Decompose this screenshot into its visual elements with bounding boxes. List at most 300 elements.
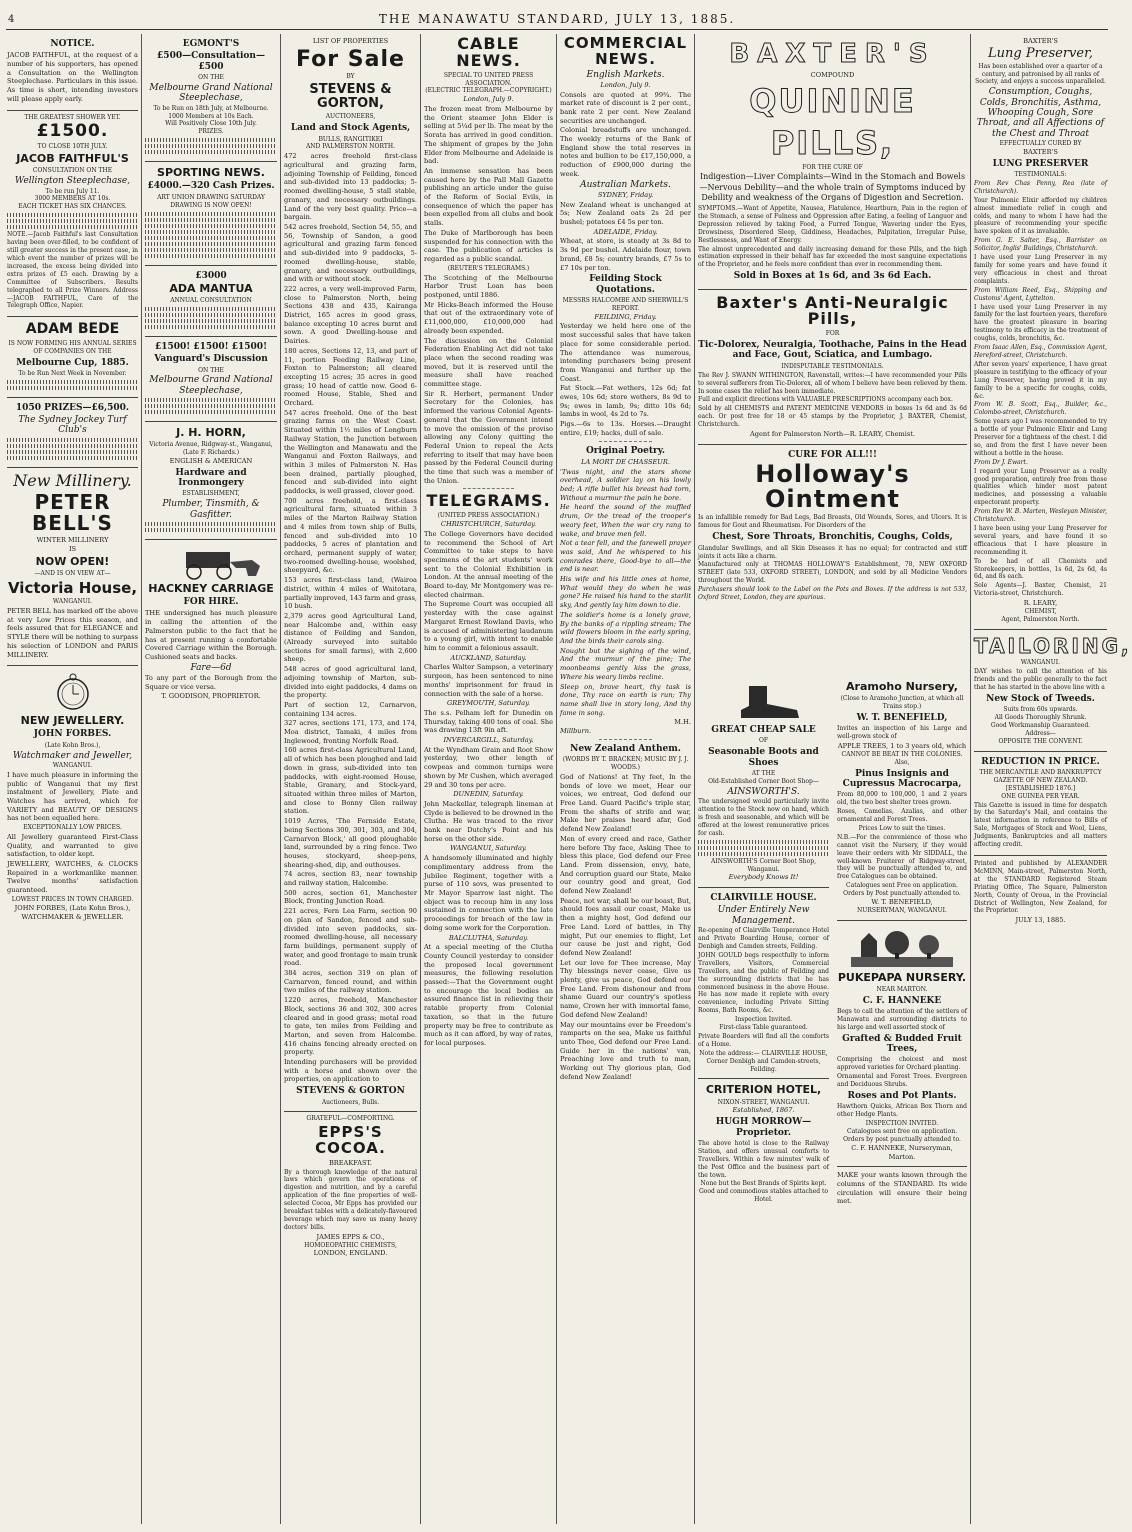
ad-subheadline: AINSWORTH'S. <box>727 786 800 797</box>
ad-body: To be had of all Chemists and Storekeepers, in bottles, 1s 6d, 2s 6d, 4s 6d, and 8s each. <box>974 557 1107 581</box>
poem-title: LA MORT DE CHASSEUR. <box>581 457 670 466</box>
ad-text: GRATEFUL—COMFORTING. <box>306 1115 395 1123</box>
ad-body: Sold by all CHEMISTS and PATENT MEDICINE VENDORS in boxes 1s 6d and 3s 6d each. Or post free for 18 or 45 stamps by the Proprietor, J. BAXTER, Chemist, Christchurch. <box>698 405 967 429</box>
ad-body: The Rev J. SWANN WITHINGTON, Ravenstall, writes:—I have recommended your Pills to several sufferers from Tic-Dolorex, all of whom I believe have been relieved by them. In some cases the relief has been immediate. <box>698 371 967 395</box>
notice-ad <box>7 34 138 111</box>
property-listing: 327 acres, sections 171, 173, and 174, Moa district, Tamaki, 4 miles from Inglewood, fronting Norfolk Road. <box>284 719 417 745</box>
ad-subheadline: JOHN FORBES. <box>33 729 112 740</box>
ad-text: To be Run on 18th July, at Melbourne. <box>153 104 269 112</box>
ad-text: OF <box>758 737 769 745</box>
ad-signature: Note the address:— CLAIRVILLE HOUSE, Corner Denbigh and Camden-streets, Feilding. <box>699 1049 828 1073</box>
ad-text: BREAKFAST. <box>328 1158 373 1167</box>
ad-text: Also, <box>894 758 910 766</box>
column-4 <box>421 34 556 1524</box>
prize-amount: £1500. <box>36 121 109 142</box>
baxter-neuralgic-ad <box>698 290 967 445</box>
boot-icon <box>719 682 809 722</box>
clairville-ad <box>698 888 829 1079</box>
article-text: Mr Hicks-Beach informed the House that out of the extraordinary vote of £11,000,000, £10,000,000 had already been expended. <box>424 300 553 335</box>
property-listing: 180 acres, Sections 12, 13, and part of 11, portion Feeding Railway Line, Foxton to Palmerston; all cleared excepting 15 acres; 35 acres in good grass; 10 head of cattle now. Good 6-roomed House, Stable, Shed and Orchard. <box>284 346 417 408</box>
ad-text: AND PALMERSTON NORTH. <box>305 143 396 151</box>
property-listing: 500 acres, section 61, Manchester Block, fronting Junction Road. <box>284 888 417 906</box>
ad-text: OPPOSITE THE CONVENT. <box>998 737 1083 745</box>
property-listing: 222 acres, a very well-improved Farm, close to Palmerston North, being Sections 438 and 435, Kairanga District, 165 acres in good grass, balance excepting 10 acres burnt and sown. A good Dwelling-house and Dairies. <box>284 284 417 346</box>
newspaper-title: THE MANAWATU STANDARD, JULY 13, 1885. <box>378 12 736 26</box>
ad-body: Manufactured only at THOMAS HOLLOWAY'S Establishment, 78, NEW OXFORD STREET (late 533, OXFORD STREET), LONDON, and sold by all Medicine Vendors throughout the World. <box>698 561 967 585</box>
poem-place: Millburn. <box>560 727 592 736</box>
text-block <box>145 236 277 240</box>
ad-headline: EGMONT'S <box>182 39 240 49</box>
dateline: FEILDING, Friday. <box>594 312 657 321</box>
column-6 <box>695 676 832 1524</box>
prize-table <box>145 398 277 402</box>
property-listing: 548 acres of good agricultural land, adjoining township of Marton, sub-divided into eight paddocks, 4 dams on the property. <box>284 665 417 700</box>
article-text: The College Governors have decided to recommend the School of Art Committee to take steps to have specimens of the art students' work sent to the Colonial Exhibition in London. At the annual meeting of the Board to-day, Mr Montgomery was re-elected chairman. <box>424 529 553 599</box>
ad-headline: For Sale <box>296 46 405 72</box>
column-5 <box>557 34 694 1524</box>
jacob-faithful-ad <box>7 111 138 318</box>
divider <box>599 739 651 741</box>
sporting-news-ad <box>145 162 277 265</box>
ad-text: Agent for Palmerston North—R. LEARY, Chemist. <box>749 430 915 439</box>
testimonial-source: From Dr J. Ewart. <box>974 458 1028 466</box>
section-title: New Zealand Anthem. <box>570 743 681 754</box>
nursery-garden-icon <box>847 927 957 969</box>
ad-body: Private Boarders will find all the comforts of a Home. <box>698 1032 829 1048</box>
peter-bell-ad <box>7 468 138 666</box>
ad-body: JOHN GOULD begs respectfully to inform Travellers, Visitors, Commercial Travellers, and the public of Feilding and the surrounding districts that he has commenced business in the above House. He has now made it replete with every convenience, including Private Sitting Rooms, Bath Rooms, &c. <box>698 951 829 1015</box>
anthem-verse: Men of every creed and race, Gather here before Thy face, Asking Thee to bless this place, God defend our Free Land. From dissension, envy, hate, And corruption guard our State, Make our country good and great, God defend New Zealand! <box>560 834 691 896</box>
column-3 <box>281 34 420 1524</box>
property-listing: 1220 acres, freehold, Manchester Block, sections 36 and 302, 300 acres cleared and in good grass; metal road to gate, ten miles from Feilding and Marton, and seven from Halcombe. 416 chains fencing already erected on property. <box>284 996 417 1057</box>
prize-table <box>7 456 138 460</box>
article-text: The Duke of Marlborough has been suspended for his connection with the case. The publication of articles is regarded as a public scandal. <box>424 228 553 263</box>
ad-subheadline: Sold in Boxes at 1s 6d, and 3s 6d Each. <box>733 271 932 282</box>
article-text: John Mackellar, telegraph lineman at Clyde is believed to be drowned in the Clutha. He was traced to the river bank near Dutchy's Point and his horse on the other side. <box>424 799 553 843</box>
ad-headline: Victoria House, <box>7 578 138 597</box>
ad-text: IS <box>68 544 77 553</box>
testimonial-text: I have used your Lung Preserver in my family for some years and have found it very efficacious in chest and throat complaints. <box>974 254 1107 285</box>
ad-subheadline: Melbourne Grand National Steeplechase, <box>149 82 273 104</box>
article-text: Sir R. Herbert, permanent Under Secretary for the Colonies, has informed the various Colonial Agents-general that the Government intend to move the omission of the proviso allowing any Colony quitting the Federal Union to repeal the Acts referring to itself that may have been passed by the Federal Council during the time that such was a member of the Union. <box>424 389 553 485</box>
ad-headline: QUININE PILLS, <box>749 82 916 163</box>
property-listing: 1019 Acres, 'The Fernside Estate, being Sections 300, 301, 303, and 304, Carnarvon Block,' all good ploughable land, surrounded by a ring fence. Two houses, stockyard, sheep-pens, shearing-shed, dip, and outhouses. <box>284 817 417 869</box>
ad-headline: PETER BELL'S <box>32 490 113 536</box>
prize-table <box>7 386 138 390</box>
ad-body: N.B.—For the convenience of those who cannot visit the Nursery, if they would leave their orders with Mr SIDDALL, the well-known Fruiterer of Ridgway-street, they will be punctually attended to, and free Catalogues can be obtained. <box>837 833 967 881</box>
ad-subheadline: LUNG PRESERVER <box>992 158 1089 169</box>
dateline: London, July 9. <box>600 80 651 89</box>
ad-text: (Late Kohn Bros.), <box>44 741 101 749</box>
adam-bede-ad <box>7 317 138 397</box>
ad-subheadline: HUGH MORROW—Proprietor. <box>715 1117 812 1138</box>
ad-text: Address— <box>1025 729 1056 737</box>
property-listing: 542 acres freehold, Section 54, 55, and 56, Township of Sandon, a good agricultural and grazing farm fenced and sub-divided into 9 paddocks, 5-roomed dwelling-house, stable, granary, and necessary outbuildings, and with or without stock. <box>284 222 417 284</box>
ad-subheadline: Consumption, Coughs, Colds, Bronchitis, Asthma, Whooping Cough, Sore Throat, and all Affections of the Chest and Throat <box>976 87 1105 139</box>
article-text: The Scotching of the Melbourne Harbor Trust Loan has been postponed, until 1886. <box>424 273 553 299</box>
ad-signature: R. LEARY, <box>1023 599 1058 608</box>
ad-body: SYMPTOMS.—Want of Appetite, Nausea, Flatulence, Heartburn, Pain in the region of the Stomach, a sense of Fulness and Oppression after Eating, a feeling of Languor and Depression relieved by taking Food, a Furred Tongue, Wavering under the Eyes, Drowsiness, Disordered Sleep, Giddiness, Headaches, Palpitation, Irregular Pulse, Restlessness, and Want of Energy. <box>698 205 967 244</box>
prize-table <box>145 404 277 408</box>
ad-text: (Close to Aramoho Junction, at which all Trains stop.) <box>840 695 964 710</box>
ad-text: AT THE <box>751 769 776 777</box>
prize-table <box>145 410 277 414</box>
ada-mantua-ad <box>145 266 277 337</box>
ad-text: IS NOW FORMING HIS ANNUAL SERIES OF COMPANIES ON THE <box>8 339 137 355</box>
ad-body: From 80,000 to 100,000, 1 and 2 years old, the two best shelter trees grown. <box>837 791 967 807</box>
ad-text: Old-Established Corner Boot Shop— <box>708 777 819 785</box>
gazette-ad <box>974 752 1107 856</box>
ad-text: LONDON, ENGLAND. <box>313 1249 388 1258</box>
ad-text: ESTABLISHMENT, <box>182 490 240 498</box>
ad-text: EFFECTUALLY CURED BY <box>999 140 1082 148</box>
prize-table <box>7 444 138 448</box>
article-text: Fat Stock.—Fat wethers, 12s 6d; fat ewes, 10s 6d; store wethers, 8s 9d to 9s; ewes in lamb, 9s; ditto 10s 6d; lambs in wool, 4s 2d to 7s. <box>560 384 691 419</box>
ad-text: ON THE <box>198 74 224 82</box>
ad-subheadline: Fare—6d <box>190 662 232 673</box>
testimonial-source: From Rev W. B. Marten, Wesleyan Minister, Christchurch. <box>974 508 1107 524</box>
ad-body: Glandular Swellings, and all Skin Diseases it has no equal; for contracted and stiff joints it acts like a charm. <box>698 544 967 560</box>
ad-subheadline: W. T. BENEFIELD, <box>856 712 948 723</box>
property-listing: 221 acres, Fern Lea Farm, section 90 on plan of Sandon, fenced and sub-divided into seven paddocks, six-roomed dwelling-house, all necessary farm buildings, permanent supply of water, and good frontage to main trunk road. <box>284 907 417 968</box>
article-text: The frozen meat from Melbourne by the Orient steamer John Elder is selling at 5¼d per lb. The meat by the Sorata has arrived in good condition. The shipment of grapes by the John Elder from Melbourne and Adelaide is bad. <box>424 105 553 166</box>
ad-text: Orders by post punctually attended to. <box>843 1136 961 1143</box>
column-8 <box>971 34 1132 1524</box>
price-list <box>698 840 829 844</box>
ad-body: Invites an inspection of his Large and well-grown stock of <box>837 725 967 741</box>
testimonial-text: Your Pulmonic Elixir afforded my children almost immediate relief in cough and colds, and many to whom I have had the pleasure of recommending your specific have spoken of it as invaluable. <box>974 196 1107 236</box>
dateline: ADELAIDE, Friday. <box>593 227 658 236</box>
price-list <box>698 846 829 850</box>
ad-body: Begs to call the attention of the settlers of Manawatu and surrounding districts to his large and well assorted stock of <box>837 1008 967 1031</box>
ad-text: 1000 Members at 10s Each. <box>168 112 254 120</box>
text-block <box>145 242 277 246</box>
ad-body: THE undersigned has much pleasure in calling the attention of the Palmerston public to the fact that he has at present running a comfortable Covered Carriage within the Borough. Cushioned seats and backs. <box>145 609 277 661</box>
ad-signature: W. T. BENEFIELD, <box>871 898 933 907</box>
ad-subheadline: Hardware and Ironmongery <box>175 467 247 489</box>
ad-subheadline: Indigestion—Liver Complaints—Wind in the Stomach and Bowels—Nervous Debility—and the whole train of Symptoms induced by Debility and weakness of the Organs of Digestion and Secretion. <box>699 172 966 203</box>
prize-amount: £3000 <box>195 270 227 281</box>
ad-text: APPLE TREES, 1 to 3 years old, which <box>837 742 967 751</box>
article-text: The discussion on the Colonial Federation Enabling Act did not take place when the second reading was moved, but it is reserved until the measure shall have reached committee stage. <box>424 336 553 389</box>
poem-signature: M.H. <box>674 718 691 727</box>
ad-text: Will Positively Close 10th July. <box>165 120 257 128</box>
ad-text: WANGANUI. <box>1020 659 1061 667</box>
ad-headline: Vanguard's Discussion <box>154 354 268 365</box>
imprint <box>974 856 1107 930</box>
poem-stanza: 'Twas night, and the stars shone overhead, A soldier lay on his lowly bed; A rifle bullet his breast had torn, Without a murmur the pain he bore. <box>560 467 691 502</box>
ad-subheadline: Wellington Steeplechase, <box>14 176 131 187</box>
property-listing: 153 acres first-class land, (Wairoa district, within 4 miles of Waitotara, partially improved, 143 farm and grass, 10 bush. <box>284 576 417 611</box>
ad-headline: 1050 PRIZES—£6,500. <box>15 402 130 413</box>
ad-text: Suits from 60s upwards. <box>1003 706 1078 714</box>
property-listing: 700 acres freehold, a first-class agricultural farm, situated within 3 miles of the Marton Railway Station and 4 miles from town ship of Bulls, fenced and sub-divided into 10 paddocks, 5 acres of plantation and orchard, permanent supply of water, two-roomed dwelling-house, woolshed, sheepyard, &c. <box>284 496 417 575</box>
prize-amount: £1500! £1500! £1500! <box>154 341 268 352</box>
property-listing: 2,379 acres good Agricultural Land, near Halcombe and, within easy distance of Feilding and Sandon, (Already surveyed into suitable sections for small farms), with 2,600 sheep. <box>284 611 417 664</box>
egmont-ad <box>145 34 277 162</box>
text-block <box>145 528 277 532</box>
ad-text: COMPOUND <box>810 71 855 80</box>
ad-text: ENGLISH & AMERICAN <box>169 457 253 466</box>
ad-headline: CRITERION HOTEL, <box>705 1083 822 1097</box>
price-list <box>698 852 829 856</box>
masthead <box>0 0 1114 32</box>
epps-cocoa-ad <box>284 1112 417 1263</box>
ad-text: BAXTER'S <box>1023 37 1058 45</box>
ad-subheadline: Chest, Sore Throats, Bronchitis, Coughs, Colds, <box>712 532 953 543</box>
hackney-ad <box>145 540 277 706</box>
article-text: Consols are quoted at 99¾. The market rate of discount is 2 per cent., bank rate 2 per cent. New Zealand securities are unchanged. <box>560 90 691 125</box>
ad-text: ART UNION DRAWING SATURDAY DRAWING IS NOW OPEN! <box>157 193 265 209</box>
sydney-jockey-ad <box>7 398 138 468</box>
ad-subheadline: New Stock of Tweeds. <box>986 693 1095 704</box>
ad-headline: ADA MANTUA <box>169 281 253 295</box>
ad-text: WINTER MILLINERY <box>36 536 109 545</box>
ad-subheadline: FOR HIRE. <box>183 597 239 608</box>
prize-table <box>7 380 138 384</box>
ad-body: JEWELLERY, WATCHES, & CLOCKS Repaired in a workmanlike manner. Twelve months' satisfaction guaranteed. <box>7 860 138 895</box>
holloway-ad <box>698 445 967 608</box>
ad-body: Hawthorn Quicks, African Box Thorn and other Hedge Plants. <box>837 1103 967 1119</box>
testimonial-text: I have used your Lung Preserver in my family for the last fourteen years, therefore have the greatest pleasure in bearing testimony to its efficacy in the treatment of coughs, colds, bronchitis, &c. <box>974 303 1107 343</box>
dateline: WANGANUI, Saturday. <box>450 844 527 853</box>
aramoho-ad <box>837 676 967 921</box>
text-block <box>145 254 277 258</box>
ad-text: Prices Low to suit the times. <box>858 824 946 832</box>
section-title: CABLE NEWS. <box>456 34 521 70</box>
prize-table <box>7 225 138 229</box>
article-text: Charles Walter Sampson, a veterinary surgeon, has been sentenced to nine months' imprisonment for fraud in connection with the sale of a horse. <box>424 663 553 698</box>
ad-subheadline: £500—Consultation—£500 <box>157 51 265 72</box>
ad-text: BY <box>346 72 355 80</box>
ad-subheadline: £4000.—320 Cash Prizes. <box>147 181 275 192</box>
baxter-quinine-ad <box>698 34 967 290</box>
property-listing: 547 acres freehold. One of the best grazing farms on the West Coast. Situated within 1½ miles of Longburn Railway Station, the Junction between the Wellington and Manawatu and the Wanganui and Foxton Railways, and within 3 miles of Palmerston N. Has been drained, partially ploughed, fenced and sub-divided into eight paddocks, is well grassed, clover good. <box>284 408 417 496</box>
ad-text: Catalogues sent free on application. <box>847 1128 957 1136</box>
section-subtitle: SPECIAL TO UNITED PRESS ASSOCIATION. <box>443 71 534 87</box>
ad-headline: Baxter's Anti-Neuralgic Pills, <box>716 292 949 329</box>
section-subtitle: (ELECTRIC TELEGRAPH.—COPYRIGHT.) <box>425 87 552 95</box>
section-subtitle: Feilding Stock Quotations. <box>589 274 662 295</box>
prize-table <box>145 319 277 323</box>
ad-text: To be Run Next Week in November. <box>18 369 127 377</box>
article-text: At a special meeting of the Clutha County Council yesterday to consider the proposed local government measures, the following resolution passed:—That the Government ought to encourage the local bodies an assured finance list in relieving their ratable property from Colonial taxation, so that in the future property may be free to contribute as much as it can afford, by way of rates, for local purposes. <box>424 943 553 1047</box>
masthead-rule <box>6 29 1108 30</box>
testimonial-source: From Rev Chas Penny, Rea (late of Christchurch). <box>974 179 1107 195</box>
ad-headline: JACOB FAITHFUL'S <box>16 152 129 166</box>
ad-text: WANGANUI. <box>52 598 93 606</box>
ad-body: I have much pleasure in informing the public of Wanganui that my first instalment of Jewellery, Plate and Watches has arrived, which for VARIETY and BEAUTY OF DESIGNS has not been equalled here. <box>7 770 138 823</box>
ad-text: Everybody Knows It! <box>728 873 799 882</box>
ad-headline: New Millinery. <box>13 470 132 490</box>
ad-text: WANGANUI. <box>52 761 93 769</box>
prize-table <box>145 325 277 329</box>
divider <box>599 441 651 443</box>
ad-text: Agent, Palmerston North. <box>1001 615 1080 623</box>
ad-subheadline: C. F. HANNEKE <box>862 995 942 1006</box>
ad-body: NOTE.—Jacob Faithful's last Consultation having been over-filled, to be confident of still greater success in the present case, in which event the number of prizes will be increased, the excess being divided into extra prizes of £5 each. Drawing by a Committee of Subscribers. Results telegraphed to all Prize Winners. Address—JACOB FAITHFUL, Care of the Telegraph Office, Napier. <box>7 231 138 310</box>
text-block <box>145 522 277 526</box>
john-forbes-ad <box>7 666 138 926</box>
notice-body: JACOB FAITHFUL, at the request of a number of his supporters, has opened a Consultation on the Wellington Steeplechase. Particulars in this issue. As time is short, intending investors will please apply early. <box>7 51 138 103</box>
dateline: DUNEDIN, Saturday. <box>453 790 524 799</box>
article-text: Yesterday we held here one of the most successful sales that have taken place for some considerable period. The attendance was numerous, intending purchasers being present from Wanganui and further up the Coast. <box>560 322 691 383</box>
ad-subheadline: Tic-Dolorex, Neuralgia, Toothache, Pains in the Head and Face, Gout, Sciatica, and Lumbago. <box>698 340 967 361</box>
ad-body: By a thorough knowledge of the natural laws which govern the operations of digestion and nutrition, and by a careful application of the fine properties of well-selected Cocoa, Mr Epps has provided our breakfast tables with a delicately-flavoured beverage which may save us many heavy doctors' bills. <box>284 1168 417 1231</box>
property-listing: 74 acres, section 83, near township and railway station, Halcombe. <box>284 870 417 888</box>
property-listing: Intending purchasers will be provided with a horse and shown over the properties, on application to <box>284 1058 417 1084</box>
ad-headline: HACKNEY CARRIAGE <box>148 582 274 596</box>
section-subtitle: MESSRS HALCOMBE AND SHERWILL'S REPORT. <box>562 296 689 312</box>
ad-headline: STEVENS & GORTON, <box>309 81 392 111</box>
ad-body: MAKE your wants known through the columns of the STANDARD. Its wide circulation will ensure their being met. <box>837 1171 967 1206</box>
section-subtitle: (WORDS BY T. BRACKEN; MUSIC BY J. J. WOODS.) <box>562 756 689 771</box>
testimonial-source: From Isaac Allen, Esq., Commission Agent, Hereford-street, Christchurch. <box>974 344 1107 359</box>
ad-headline: BAXTER'S <box>729 39 936 69</box>
imprint-date: JULY 13, 1885. <box>1015 916 1066 925</box>
ad-text: [ESTABLISHED 1876.] <box>1005 784 1076 792</box>
ad-headline: TAILORING, <box>974 633 1132 658</box>
article-text: New Zealand wheat is unchanged at 5s; New Zealand oats 2s 2d per bushel; potatoes £4 5s per ton. <box>560 200 691 227</box>
article-text: Wheat, at store, is steady at 3s 8d to 3s 9d per bushel. Adelaide flour, town brand, £8 5s; country brands, £7 5s to £7 10s per ton. <box>560 237 691 272</box>
horn-ad <box>145 422 277 540</box>
standard-ad <box>837 1167 967 1212</box>
poem-stanza: The soldier's home is a lonely grave, By the banks of a rippling stream; The wild flowers bloom in the early spring, And the birds their carols sing. <box>560 610 691 645</box>
article-text: The s.s. Pelham left for Dunedin on Thursday, taking 400 tons of coal. She was drawing 13ft 9in aft. <box>424 708 553 735</box>
ad-text: Inspection Invited. <box>734 1016 793 1024</box>
prize-table <box>7 438 138 442</box>
ad-text: FOR THE CURE OF <box>802 164 863 172</box>
ad-body: Comprising the choicest and most approved varieties for Orchard planting. <box>837 1056 967 1072</box>
ad-body: Sole Agents—J. Baxter, Chemist, 21 Victoria-street, Christchurch. <box>974 582 1107 598</box>
prize-table <box>145 313 277 317</box>
dateline: AUCKLAND, Saturday. <box>450 653 527 662</box>
ad-text: FOR <box>825 330 840 338</box>
notice-title: NOTICE. <box>50 39 95 49</box>
ad-subheadline: Melbourne Cup, 1885. <box>16 357 129 368</box>
ad-subheadline: Land and Stock Agents, <box>290 123 411 134</box>
article-text: Colonial breadstuffs are unchanged. The weekly returns of the Bank of England show the total reserves in notes and bullion to be £17,150,000, a reduction of £900,000 during the week. <box>560 126 691 178</box>
section-subtitle: (UNITED PRESS ASSOCIATION.) <box>437 512 540 520</box>
ad-signature: AINSWORTH'S Corner Boot Shop, Wanganui. <box>710 857 816 873</box>
ad-text: Good Workmanship Guaranteed. <box>990 721 1091 729</box>
ad-text: 3000 MEMBERS AT 10s. <box>34 195 111 203</box>
ad-signature: C. F. HANNEKE, Nurseryman, Marton. <box>851 1143 953 1161</box>
text-block <box>145 224 277 228</box>
ad-text: PRIZES. <box>198 128 224 136</box>
vanguard-ad <box>145 337 277 422</box>
ad-headline: Lung Preserver, <box>987 45 1094 61</box>
ad-subheadline: Seasonable Boots and Shoes <box>708 747 819 768</box>
property-listing: Part of section 12, Carnarvon, containing 134 acres. <box>284 700 417 718</box>
anthem-verse: Peace, not war, shall be our boast, But, should foes assail our coast, Make us then a mighty host, God defend our Free Land. Lord of battles, in Thy might, Put our enemies to flight, Let our cause be just and right, God defend New Zealand! <box>560 896 691 957</box>
prize-table <box>7 450 138 454</box>
ad-text: ON THE <box>198 366 224 374</box>
imprint-text: Printed and published by ALEXANDER McMINN, Main-street, Palmerston North, at the STANDARD Registered Steam Printing Office, The Square, Palmerston North, County of Oroua, in the Provincial District of Wellington, New Zealand, for the Proprietor. <box>974 859 1107 915</box>
pukepapa-ad <box>837 921 967 1168</box>
ad-body: Full and explicit directions with VALUABLE PRESCRIPTIONS accompany each box. <box>698 396 953 404</box>
ad-headline: GREAT CHEAP SALE <box>711 725 816 735</box>
ad-text: Catalogues sent Free on application. <box>846 882 958 890</box>
ad-text: ANNUAL CONSULTATION <box>170 296 252 304</box>
ad-text: THE GREATEST SHOWER YET. <box>24 113 121 121</box>
column-7 <box>834 676 970 1524</box>
ad-subheadline: Under Entirely New Management. <box>717 905 810 926</box>
ad-headline: Aramoho Nursery, <box>846 680 958 693</box>
ad-body: The almost unprecedented and daily increasing demand for these Pills, and the high estimation expressed in their behalf has far exceeded the most sanguine expectations of the Proprietor, and he feels more confident than ever in recommending them. <box>698 245 967 269</box>
ad-text: Established, 1867. <box>732 1106 795 1115</box>
prize-table <box>145 150 277 154</box>
section-title: TELEGRAMS. <box>426 491 551 511</box>
testimonial-text: I regard your Lung Preserver as a really good preparation, entirely free from those qualities which hinder most patent medicines, and possessing a valuable expectorant property. <box>974 467 1107 507</box>
ad-text: Auctioneers, Bulls. <box>321 1098 380 1106</box>
ad-body: DAY wishes to call the attention of his friends and the public generally to the fact that he has started in the above line with a <box>974 667 1107 691</box>
ad-headline: EPPS'S COCOA. <box>315 1123 386 1158</box>
ad-text: NEAR MARTON. <box>876 985 928 993</box>
testimonial-text: After seven years' experience, I have great pleasure in testifying to the efficacy of your Lung Preserver, having proved it in my family to be a specific for coughs, colds, &c. <box>974 360 1107 400</box>
poem-stanza: Sleep on, brave heart, thy task is done, Thy race on earth is run; Thy name shall live in story long, And thy fame in song. <box>560 682 691 717</box>
carriage-icon <box>156 546 266 580</box>
text-block <box>145 230 277 234</box>
ad-headline: CLAIRVILLE HOUSE. <box>710 893 817 904</box>
property-listing: 472 acres freehold first-class agricultural and grazing farm, adjoining Township of Feilding, fenced and sub-divided into 13 paddocks; 5-roomed dwelling-house, 5 stall stable, granary, and necessary outbuildings. Land of the very best quality. Price—a bargain. <box>284 152 417 222</box>
ad-text: BULLS, RANGITIKEI <box>318 135 383 143</box>
criterion-ad <box>698 1079 829 1209</box>
ad-text: TESTIMONIALS: <box>1014 171 1067 179</box>
prize-table <box>145 138 277 142</box>
ad-subheadline: Watchmaker and Jeweller, <box>12 750 133 761</box>
ad-text: NIXON-STREET, WANGANUI. <box>717 1098 810 1106</box>
column-1 <box>4 34 141 1524</box>
ad-signature: JOHN FORBES, (Late Kohn Bros.), WATCHMAKER & JEWELLER. <box>14 903 131 921</box>
section-title: Original Poetry. <box>585 445 666 456</box>
section-title: COMMERCIAL NEWS. <box>563 34 688 68</box>
testimonial-source: From G. E. Salter, Esq., Barrister on Solicitor, Inglis' Buildings, Christchurch. <box>974 237 1107 253</box>
ad-text: LOWEST PRICES IN TOWN CHARGED. <box>11 895 134 903</box>
baxter-quinine-column <box>695 34 970 674</box>
section-subtitle: English Markets. <box>586 69 665 80</box>
ad-text: BAXTER'S <box>1023 147 1058 156</box>
property-listing: 384 acres, section 319 on plan of Carnarvon, fenced round, and within two miles of the railway station. <box>284 969 417 995</box>
property-listing: 160 acres first-class Agricultural Land, all of which has been ploughed and laid down in grass, sub-divided into ten paddocks, with eight-roomed House, Stable, Granary, and Stock-yard, situated within three miles of Marton, and close to Bonny Glen railway station. <box>284 746 417 816</box>
testimonial-text: I have been using your Lung Preserver for several years, and have found it so efficacious that I have pleasure in recommending it. <box>974 525 1107 556</box>
ad-text: Good and commodious stables attached to Hotel. <box>698 1188 829 1204</box>
ad-subheadline: CURE FOR ALL!!! <box>788 449 877 460</box>
ad-text: Orders by Post punctually attended to. <box>843 890 961 898</box>
dateline: SYDNEY, Friday. <box>597 190 654 199</box>
ad-text: LIST OF PROPERTIES <box>312 37 389 45</box>
ad-text: All Goods Thoroughly Shrunk. <box>994 713 1087 721</box>
ad-subheadline: Grafted & Budded Fruit Trees, <box>842 1033 962 1055</box>
testimonial-source: From W. B. Scott, Esq., Builder, &c., Colombo-street, Christchurch. <box>974 401 1107 417</box>
stevens-gorton-ad <box>284 34 417 1112</box>
ad-text: CHEMIST, <box>1024 607 1057 615</box>
ad-body: This Gazette is issued in time for despatch by the Saturday's Mail, and contains the latest information in reference to Bills of Sale, Mortgages of Stock and Wool, Liens, Judgments, Bankruptcies and all matters affecting credit. <box>974 801 1107 849</box>
ad-subheadline: Plumber, Tinsmith, & Gasfitter. <box>162 499 260 520</box>
prize-table <box>145 307 277 311</box>
ad-headline: J. H. HORN, <box>176 426 246 440</box>
divider <box>463 488 515 490</box>
ad-signature: JAMES EPPS & CO., <box>316 1232 385 1241</box>
ad-text: EXCEPTIONALLY LOW PRICES. <box>23 824 122 832</box>
poem-stanza: His wife and his little ones at home, What would they do when he was gone? He raised his hand to the starlit sky, And gently lay him down to die. <box>560 575 691 610</box>
ad-headline: SPORTING NEWS. <box>157 166 265 180</box>
ainsworth-ad <box>698 676 829 888</box>
dateline: BALCLUTHA, Saturday. <box>448 933 529 942</box>
ad-body: Re-opening of Clairville Temperance Hotel and Private Boarding House, corner of Denbigh and Camden streets, Feilding. <box>698 927 829 950</box>
poem-stanza: He heard the sound of the muffled drum, Or the tread of the trooper's weary feet, When the war cry rang to wake, and brave men fell. <box>560 503 691 538</box>
ad-headline: REDUCTION IN PRICE. <box>981 756 1100 767</box>
